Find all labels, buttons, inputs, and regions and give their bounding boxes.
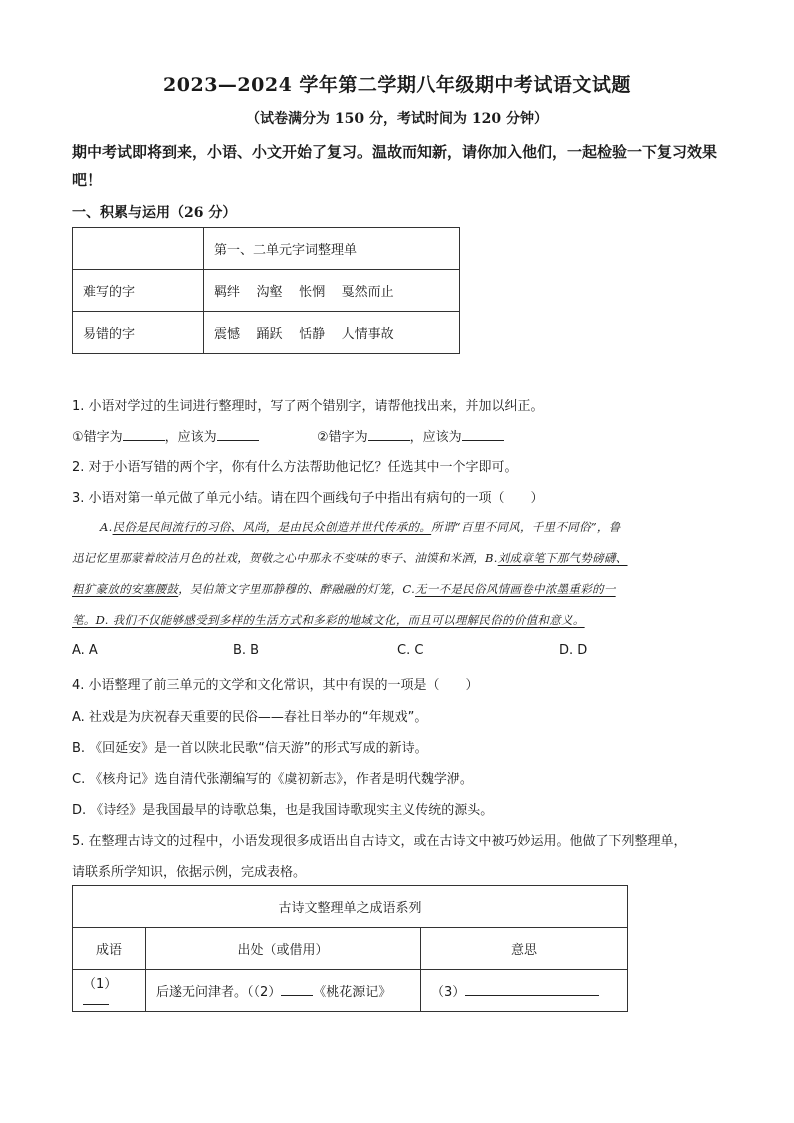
vocab-table	[72, 227, 460, 354]
vocab-word: 人情事故	[341, 327, 394, 342]
exam-subtitle: （试卷满分为 150 分，考试时间为 120 分钟）	[246, 111, 548, 127]
vocab-word: 沟壑	[256, 285, 283, 300]
question-1-answers	[72, 426, 504, 445]
underlined-sentence: 笔。D. 我们不仅能够感受到多样的生活方式和多彩的地域文化，而且可以理解民俗的价值和意义。	[72, 613, 585, 627]
exam-title: 2023—2024 学年第二学期八年级期中考试语文试题	[163, 74, 631, 96]
col-header-meaning: 意思	[421, 928, 628, 970]
section-heading: 一、积累与运用（26 分）	[72, 205, 237, 221]
passage-text: A.	[100, 520, 113, 534]
option-c[interactable]: C. 《核舟记》选自清代张潮编写的《虞初新志》，作者是明代魏学洢。	[72, 772, 473, 787]
underlined-sentence: 粗犷豪放的安塞腰鼓	[72, 582, 179, 596]
vocab-word: 恬静	[299, 327, 326, 342]
cell-label: （3）	[431, 985, 466, 1000]
vocab-row-words	[204, 312, 460, 354]
vocab-word: 震憾	[214, 327, 241, 342]
answer-label: ①错字为	[72, 430, 123, 445]
passage-line	[72, 581, 732, 597]
vocab-word: 羁绊	[214, 285, 241, 300]
question-4: 4. 小语整理了前三单元的文学和文化常识，其中有误的一项是（ ）	[72, 678, 479, 693]
passage-line	[72, 550, 732, 566]
option-a[interactable]: A. A	[72, 643, 98, 658]
source-cell	[146, 970, 421, 1012]
passage-line	[72, 612, 732, 628]
vocab-word: 怅惘	[299, 285, 326, 300]
question-2: 2. 对于小语写错的两个字，你有什么方法帮助他记忆？任选其中一个字即可。	[72, 460, 518, 475]
idiom-table-title: 古诗文整理单之成语系列	[73, 886, 628, 928]
underlined-sentence: 无一不是民俗风情画卷中浓墨重彩的一	[415, 582, 616, 596]
answer-blank[interactable]	[83, 992, 109, 1005]
vocab-table-header: 第一、二单元字词整理单	[204, 228, 460, 270]
option-a[interactable]: A. 社戏是为庆祝春天重要的民俗——春社日举办的“年规戏”。	[72, 710, 428, 725]
answer-blank[interactable]	[123, 428, 165, 441]
vocab-row-label: 易错的字	[73, 312, 204, 354]
vocab-row-label: 难写的字	[73, 270, 204, 312]
option-c[interactable]: C. C	[397, 643, 424, 658]
option-d[interactable]: D. D	[559, 643, 588, 658]
answer-blank[interactable]	[217, 428, 259, 441]
meaning-cell	[421, 970, 628, 1012]
cell-label: 《桃花源记》	[313, 985, 392, 1000]
col-header-source: 出处（或借用）	[146, 928, 421, 970]
idiom-cell	[73, 970, 146, 1012]
cell-label: 后遂无问津者。（（2）	[156, 985, 282, 1000]
answer-blank[interactable]	[368, 428, 410, 441]
vocab-word: 踊跃	[256, 327, 283, 342]
option-d[interactable]: D. 《诗经》是我国最早的诗歌总集，也是我国诗歌现实主义传统的源头。	[72, 803, 494, 818]
answer-blank[interactable]	[465, 983, 599, 996]
passage-text: 所谓“百里不同风，千里不同俗”，鲁	[431, 520, 621, 534]
passage-line	[72, 519, 760, 535]
question-5-cont: 请联系所学知识，依据示例，完成表格。	[72, 865, 307, 880]
vocab-word: 戛然而止	[341, 285, 394, 300]
answer-blank[interactable]	[281, 983, 313, 996]
option-b[interactable]: B. B	[233, 643, 260, 658]
answer-label: ，应该为	[409, 430, 462, 445]
passage-text: 迅记忆里那蒙着皎洁月色的社戏，贺敬之心中那永不变味的枣子、油馍和米酒，B.	[72, 551, 498, 565]
col-header-idiom: 成语	[73, 928, 146, 970]
answer-label: ，应该为	[164, 430, 217, 445]
answer-label: ②错字为	[316, 430, 368, 445]
passage-text: ，吴伯箫文字里那静穆的、醉融融的灯笼，C.	[178, 582, 416, 596]
underlined-sentence: 民俗是民间流行的习俗、风尚，是由民众创造并世代传承的。	[112, 520, 432, 534]
question-5: 5. 在整理古诗文的过程中，小语发现很多成语出自古诗文，或在古诗文中被巧妙运用。他做了下列整理单，	[72, 834, 687, 849]
answer-blank[interactable]	[462, 428, 504, 441]
underlined-sentence: 刘成章笔下那气势磅礴、	[497, 551, 628, 565]
idiom-table	[72, 885, 628, 1012]
cell-label: （1）	[83, 976, 118, 992]
option-b[interactable]: B. 《回延安》是一首以陕北民歌“信天游”的形式写成的新诗。	[72, 741, 428, 756]
vocab-row-words	[204, 270, 460, 312]
question-3: 3. 小语对第一单元做了单元小结。请在四个画线句子中指出有病句的一项（ ）	[72, 491, 544, 506]
question-1: 1. 小语对学过的生词进行整理时，写了两个错别字，请帮他找出来，并加以纠正。	[72, 399, 544, 414]
vocab-table-corner	[73, 228, 204, 270]
intro-paragraph: 期中考试即将到来，小语、小文开始了复习。温故而知新，请你加入他们，一起检验一下复习效果吧！	[72, 143, 718, 189]
